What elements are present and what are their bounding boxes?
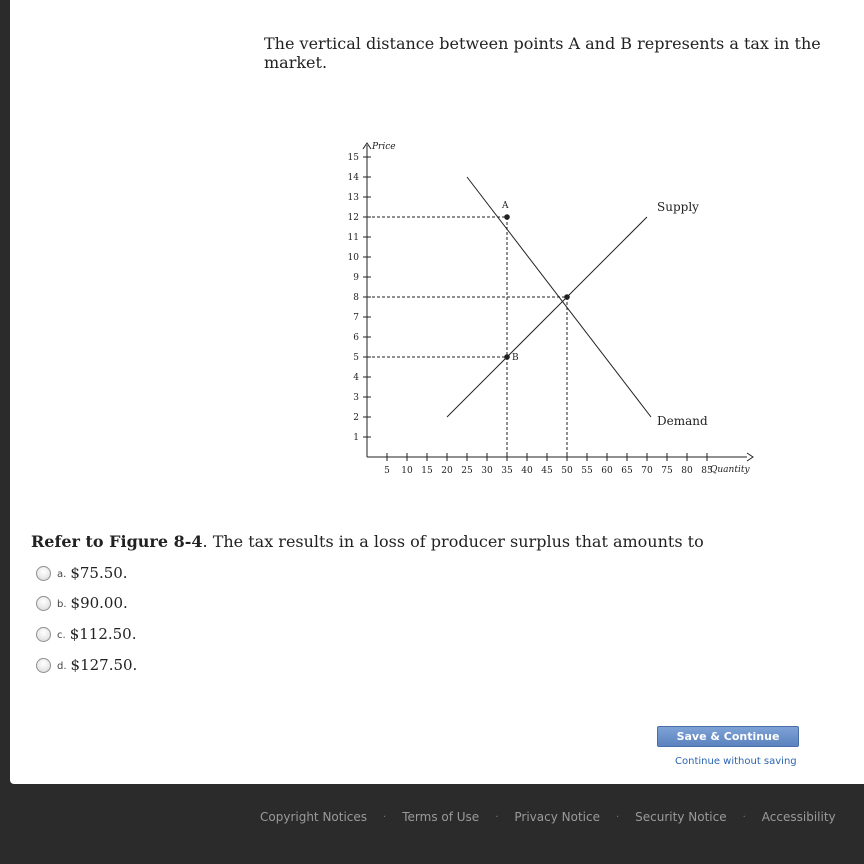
footer-link-terms[interactable]: Terms of Use — [402, 810, 480, 824]
x-tick-label: 15 — [421, 466, 433, 476]
continue-without-saving-link[interactable]: Continue without saving — [675, 756, 797, 767]
supply-demand-chart — [330, 130, 780, 485]
y-tick-label: 11 — [347, 233, 359, 243]
x-tick-label: 25 — [461, 466, 473, 476]
footer-separator: · — [742, 811, 746, 823]
radio-option-a[interactable] — [36, 566, 51, 581]
x-tick-label: 45 — [541, 466, 553, 476]
y-tick-label: 14 — [347, 173, 359, 183]
demand-label: Demand — [657, 414, 708, 428]
option-c[interactable] — [36, 622, 136, 646]
radio-option-d[interactable] — [36, 658, 51, 673]
point-marker — [564, 294, 570, 300]
supply-curve — [447, 217, 647, 417]
footer-link-privacy[interactable]: Privacy Notice — [514, 810, 600, 824]
option-text: $90.00. — [70, 594, 128, 612]
option-letter: b. — [57, 599, 67, 610]
option-letter: a. — [57, 569, 67, 580]
point-marker — [504, 214, 510, 220]
point-marker — [504, 354, 510, 360]
footer-separator: · — [495, 811, 499, 823]
footer — [260, 810, 836, 824]
option-text: $127.50. — [70, 656, 138, 674]
x-tick-label: 40 — [521, 466, 533, 476]
x-tick-label: 85 — [701, 466, 713, 476]
x-tick-label: 75 — [661, 466, 673, 476]
option-text: $75.50. — [70, 564, 128, 582]
point-label-b: B — [512, 353, 519, 363]
footer-separator: · — [615, 811, 620, 823]
x-tick-label: 80 — [681, 466, 693, 476]
y-tick-label: 5 — [353, 353, 359, 363]
radio-option-b[interactable] — [36, 596, 51, 611]
option-letter: c. — [57, 630, 66, 641]
figure-caption: The vertical distance between points A and B represents a tax in the market. — [264, 34, 821, 72]
option-letter: d. — [57, 661, 67, 672]
radio-option-c[interactable] — [36, 627, 51, 642]
question-text — [31, 532, 704, 551]
option-text: $112.50. — [69, 625, 137, 643]
point-label-a: A — [502, 201, 509, 211]
y-tick-label: 6 — [353, 333, 359, 343]
option-d[interactable] — [36, 653, 137, 677]
y-tick-label: 15 — [347, 153, 359, 163]
y-tick-label: 8 — [353, 293, 359, 303]
footer-link-security[interactable]: Security Notice — [635, 810, 727, 824]
y-tick-label: 13 — [347, 193, 359, 203]
x-tick-label: 5 — [384, 466, 390, 476]
option-a[interactable] — [36, 561, 128, 585]
x-tick-label: 50 — [561, 466, 573, 476]
y-tick-label: 4 — [353, 373, 359, 383]
y-tick-label: 9 — [353, 273, 359, 283]
save-and-continue-button[interactable]: Save & Continue — [657, 726, 799, 747]
y-tick-label: 7 — [353, 313, 359, 323]
x-tick-label: 60 — [601, 466, 613, 476]
x-tick-label: 30 — [481, 466, 493, 476]
figure-reference: Refer to Figure 8-4 — [31, 532, 203, 551]
x-axis-arrow — [747, 453, 753, 461]
x-tick-label: 20 — [441, 466, 453, 476]
y-tick-label: 2 — [353, 413, 359, 423]
x-tick-label: 10 — [401, 466, 413, 476]
y-tick-label: 3 — [353, 393, 359, 403]
x-tick-label: 70 — [641, 466, 653, 476]
x-axis-label: Quantity — [710, 465, 750, 475]
x-tick-label: 65 — [621, 466, 633, 476]
y-tick-label: 1 — [353, 433, 359, 443]
supply-label: Supply — [657, 200, 699, 214]
y-axis-label: Price — [372, 142, 396, 152]
footer-link-copyright[interactable]: Copyright Notices — [260, 810, 368, 824]
question-body: . The tax results in a loss of producer surplus that amounts to — [202, 532, 704, 551]
y-tick-label: 10 — [347, 253, 359, 263]
footer-separator: · — [383, 811, 387, 823]
x-tick-label: 35 — [501, 466, 513, 476]
option-b[interactable] — [36, 591, 128, 615]
footer-link-accessibility[interactable]: Accessibility — [761, 810, 836, 824]
x-tick-label: 55 — [581, 466, 593, 476]
y-tick-label: 12 — [347, 213, 359, 223]
